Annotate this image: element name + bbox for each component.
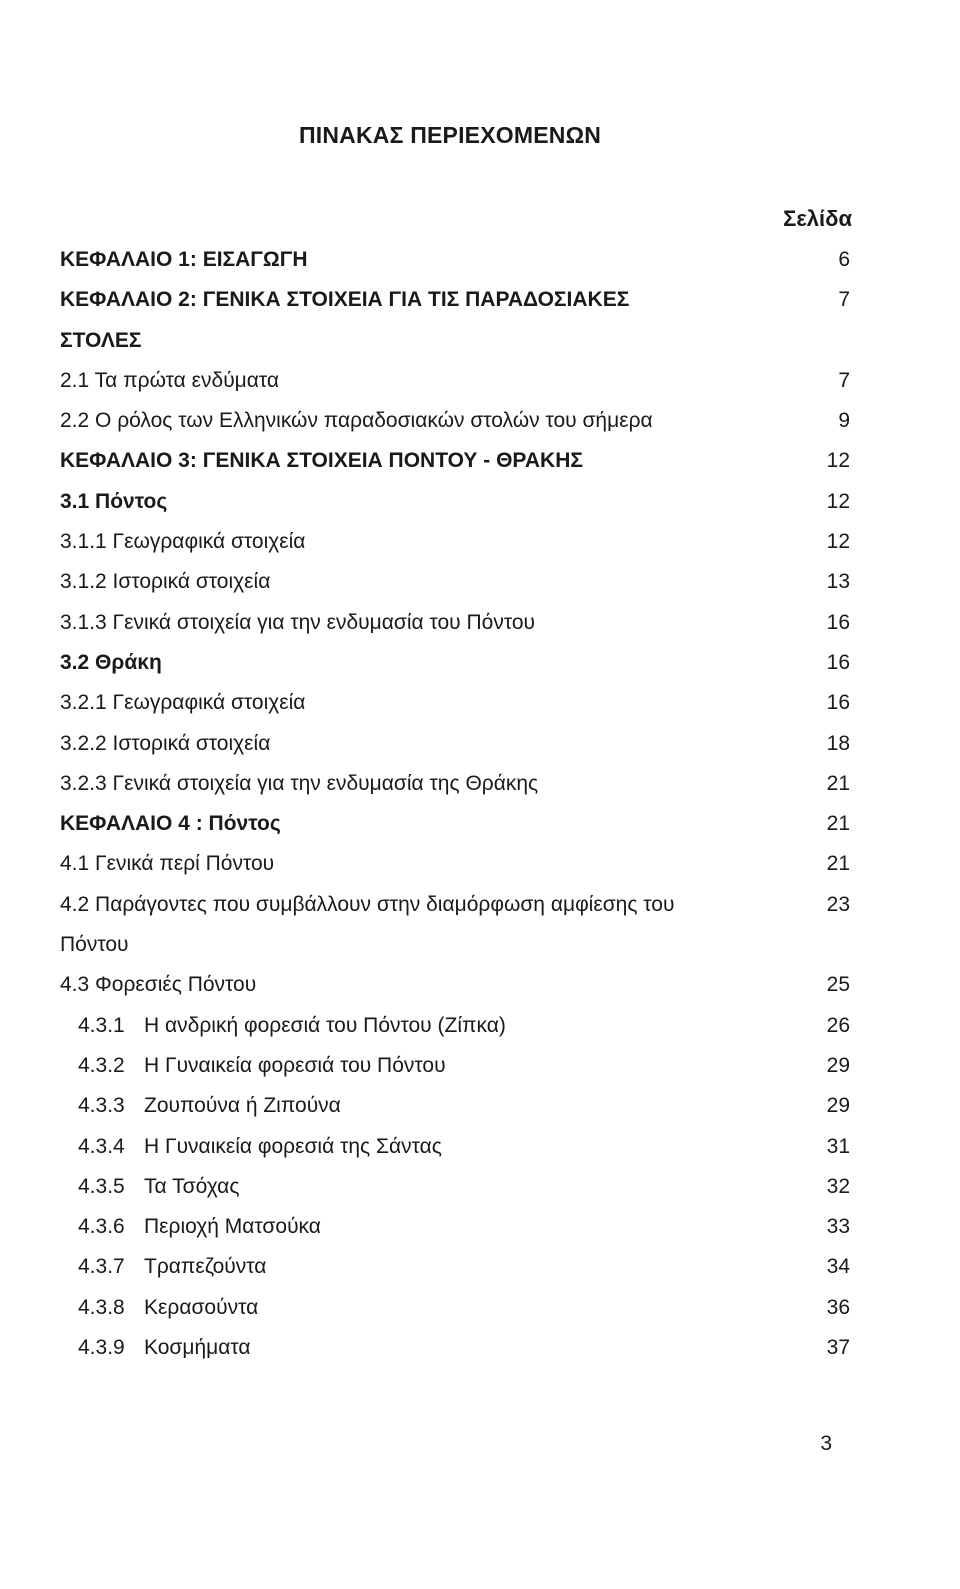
toc-entry-text: 3.2 Θράκη bbox=[60, 650, 162, 674]
toc-entry-subsection bbox=[60, 1167, 850, 1207]
toc-entry-number: 4.3.6 bbox=[78, 1215, 125, 1239]
toc-entry-text: 3.2.2 Ιστορικά στοιχεία bbox=[60, 731, 271, 755]
toc-entry-subsection bbox=[60, 603, 850, 643]
toc-entry-text: Η ανδρική φορεσιά του Πόντου (Ζίπκα) bbox=[144, 1013, 506, 1037]
toc-entry-page: 16 bbox=[826, 610, 850, 634]
toc-entry-subsection bbox=[60, 562, 850, 602]
toc-entry-text: ΚΕΦΑΛΑΙΟ 2: ΓΕΝΙΚΑ ΣΤΟΙΧΕΙΑ ΓΙΑ ΤΙΣ ΠΑΡΑΔΟΣΙΑΚΕΣ bbox=[60, 288, 630, 312]
toc-entry-text: Τραπεζούντα bbox=[144, 1255, 267, 1279]
table-of-contents bbox=[60, 240, 850, 1368]
toc-entry-text: 2.1 Τα πρώτα ενδύματα bbox=[60, 368, 280, 392]
toc-entry-text: 4.3 Φορεσιές Πόντου bbox=[60, 973, 257, 997]
toc-entry-chapter bbox=[60, 240, 850, 280]
toc-entry-page: 23 bbox=[826, 892, 850, 916]
toc-entry-page: 13 bbox=[826, 570, 850, 594]
toc-entry-subsection bbox=[60, 1288, 850, 1328]
toc-entry-text: Ζουπούνα ή Ζιπούνα bbox=[144, 1094, 341, 1118]
toc-entry-text: ΣΤΟΛΕΣ bbox=[60, 328, 142, 352]
toc-entry-subsection bbox=[60, 1046, 850, 1086]
page-title: ΠΙΝΑΚΑΣ ΠΕΡΙΕΧΟΜΕΝΩΝ bbox=[298, 122, 602, 148]
toc-entry-page: 16 bbox=[826, 691, 850, 715]
toc-entry-text: 2.2 Ο ρόλος των Ελληνικών παραδοσιακών στολών του σήμερα bbox=[60, 409, 653, 433]
toc-entry-chapter-continued bbox=[60, 321, 850, 361]
toc-entry-text: Η Γυναικεία φορεσιά του Πόντου bbox=[144, 1053, 446, 1077]
toc-entry-subsection bbox=[60, 1127, 850, 1167]
toc-entry-page: 31 bbox=[826, 1134, 850, 1158]
toc-entry-page: 21 bbox=[826, 852, 850, 876]
toc-entry-page: 26 bbox=[826, 1013, 850, 1037]
toc-entry-subsection bbox=[60, 1006, 850, 1046]
toc-entry-number: 4.3.4 bbox=[78, 1134, 125, 1158]
toc-entry-page: 21 bbox=[826, 771, 850, 795]
toc-entry-text: Κερασούντα bbox=[144, 1295, 259, 1319]
toc-entry-text: 4.1 Γενικά περί Πόντου bbox=[60, 852, 275, 876]
toc-entry-subsection bbox=[60, 1086, 850, 1126]
toc-entry-page: 33 bbox=[826, 1215, 850, 1239]
toc-entry-page: 36 bbox=[826, 1295, 850, 1319]
toc-entry-subsection bbox=[60, 1247, 850, 1287]
toc-entry-section bbox=[60, 482, 850, 522]
toc-entry-subsection bbox=[60, 724, 850, 764]
toc-entry-page: 9 bbox=[838, 409, 850, 433]
toc-entry-text: 3.2.1 Γεωγραφικά στοιχεία bbox=[60, 691, 306, 715]
toc-entry-page: 12 bbox=[826, 489, 850, 513]
toc-entry-section bbox=[60, 844, 850, 884]
toc-entry-page: 25 bbox=[826, 973, 850, 997]
toc-entry-page: 32 bbox=[826, 1174, 850, 1198]
toc-entry-text: 3.1.3 Γενικά στοιχεία για την ενδυμασία του Πόντου bbox=[60, 610, 536, 634]
toc-entry-text: 3.1.1 Γεωγραφικά στοιχεία bbox=[60, 530, 306, 554]
toc-entry-subsection bbox=[60, 764, 850, 804]
toc-entry-subsection bbox=[60, 683, 850, 723]
toc-entry-number: 4.3.3 bbox=[78, 1094, 125, 1118]
toc-entry-page: 18 bbox=[826, 731, 850, 755]
toc-entry-subsection bbox=[60, 1328, 850, 1368]
toc-entry-text: Κοσμήματα bbox=[144, 1336, 251, 1360]
toc-entry-page: 34 bbox=[826, 1255, 850, 1279]
toc-entry-text: 3.1 Πόντος bbox=[60, 489, 168, 513]
toc-entry-page: 21 bbox=[826, 812, 850, 836]
toc-entry-text: Τα Τσόχας bbox=[144, 1174, 240, 1198]
toc-entry-section bbox=[60, 401, 850, 441]
toc-entry-number: 4.3.9 bbox=[78, 1336, 125, 1360]
toc-entry-section bbox=[60, 965, 850, 1005]
toc-entry-text: ΚΕΦΑΛΑΙΟ 3: ΓΕΝΙΚΑ ΣΤΟΙΧΕΙΑ ΠΟΝΤΟΥ - ΘΡΑΚΗΣ bbox=[60, 449, 583, 473]
toc-entry-text: Πόντου bbox=[60, 933, 129, 957]
toc-entry-page: 12 bbox=[826, 530, 850, 554]
toc-entry-subsection bbox=[60, 522, 850, 562]
toc-entry-number: 4.3.5 bbox=[78, 1174, 125, 1198]
toc-entry-chapter bbox=[60, 280, 850, 320]
toc-entry-page: 6 bbox=[838, 248, 850, 271]
page-number: 3 bbox=[820, 1432, 832, 1455]
toc-entry-text: 4.2 Παράγοντες που συμβάλλουν στην διαμόρφωση αμφίεσης του bbox=[60, 892, 675, 916]
toc-entry-page: 12 bbox=[826, 449, 850, 473]
toc-entry-page: 16 bbox=[826, 650, 850, 674]
toc-entry-text: ΚΕΦΑΛΑΙΟ 1: ΕΙΣΑΓΩΓΗ bbox=[60, 248, 308, 271]
toc-entry-section bbox=[60, 643, 850, 683]
toc-entry-text: Περιοχή Ματσούκα bbox=[144, 1215, 321, 1239]
toc-entry-number: 4.3.2 bbox=[78, 1053, 125, 1077]
toc-entry-number: 4.3.1 bbox=[78, 1013, 125, 1037]
toc-entry-chapter bbox=[60, 441, 850, 481]
toc-entry-text: 3.2.3 Γενικά στοιχεία για την ενδυμασία της Θράκης bbox=[60, 771, 539, 795]
toc-entry-section bbox=[60, 885, 850, 925]
toc-entry-text: Η Γυναικεία φορεσιά της Σάντας bbox=[144, 1134, 442, 1158]
toc-entry-chapter bbox=[60, 804, 850, 844]
toc-entry-text: 3.1.2 Ιστορικά στοιχεία bbox=[60, 570, 271, 594]
toc-entry-text: ΚΕΦΑΛΑΙΟ 4 : Πόντος bbox=[60, 812, 281, 836]
page-column-header: Σελίδα bbox=[783, 206, 852, 231]
toc-entry-page: 7 bbox=[838, 368, 850, 392]
toc-entry-number: 4.3.7 bbox=[78, 1255, 125, 1279]
toc-entry-page: 29 bbox=[826, 1053, 850, 1077]
toc-entry-page: 37 bbox=[826, 1336, 850, 1360]
toc-entry-section-continued bbox=[60, 925, 850, 965]
toc-entry-subsection bbox=[60, 1207, 850, 1247]
toc-entry-page: 29 bbox=[826, 1094, 850, 1118]
toc-entry-page: 7 bbox=[838, 288, 850, 312]
toc-entry-number: 4.3.8 bbox=[78, 1295, 125, 1319]
toc-entry-section bbox=[60, 361, 850, 401]
